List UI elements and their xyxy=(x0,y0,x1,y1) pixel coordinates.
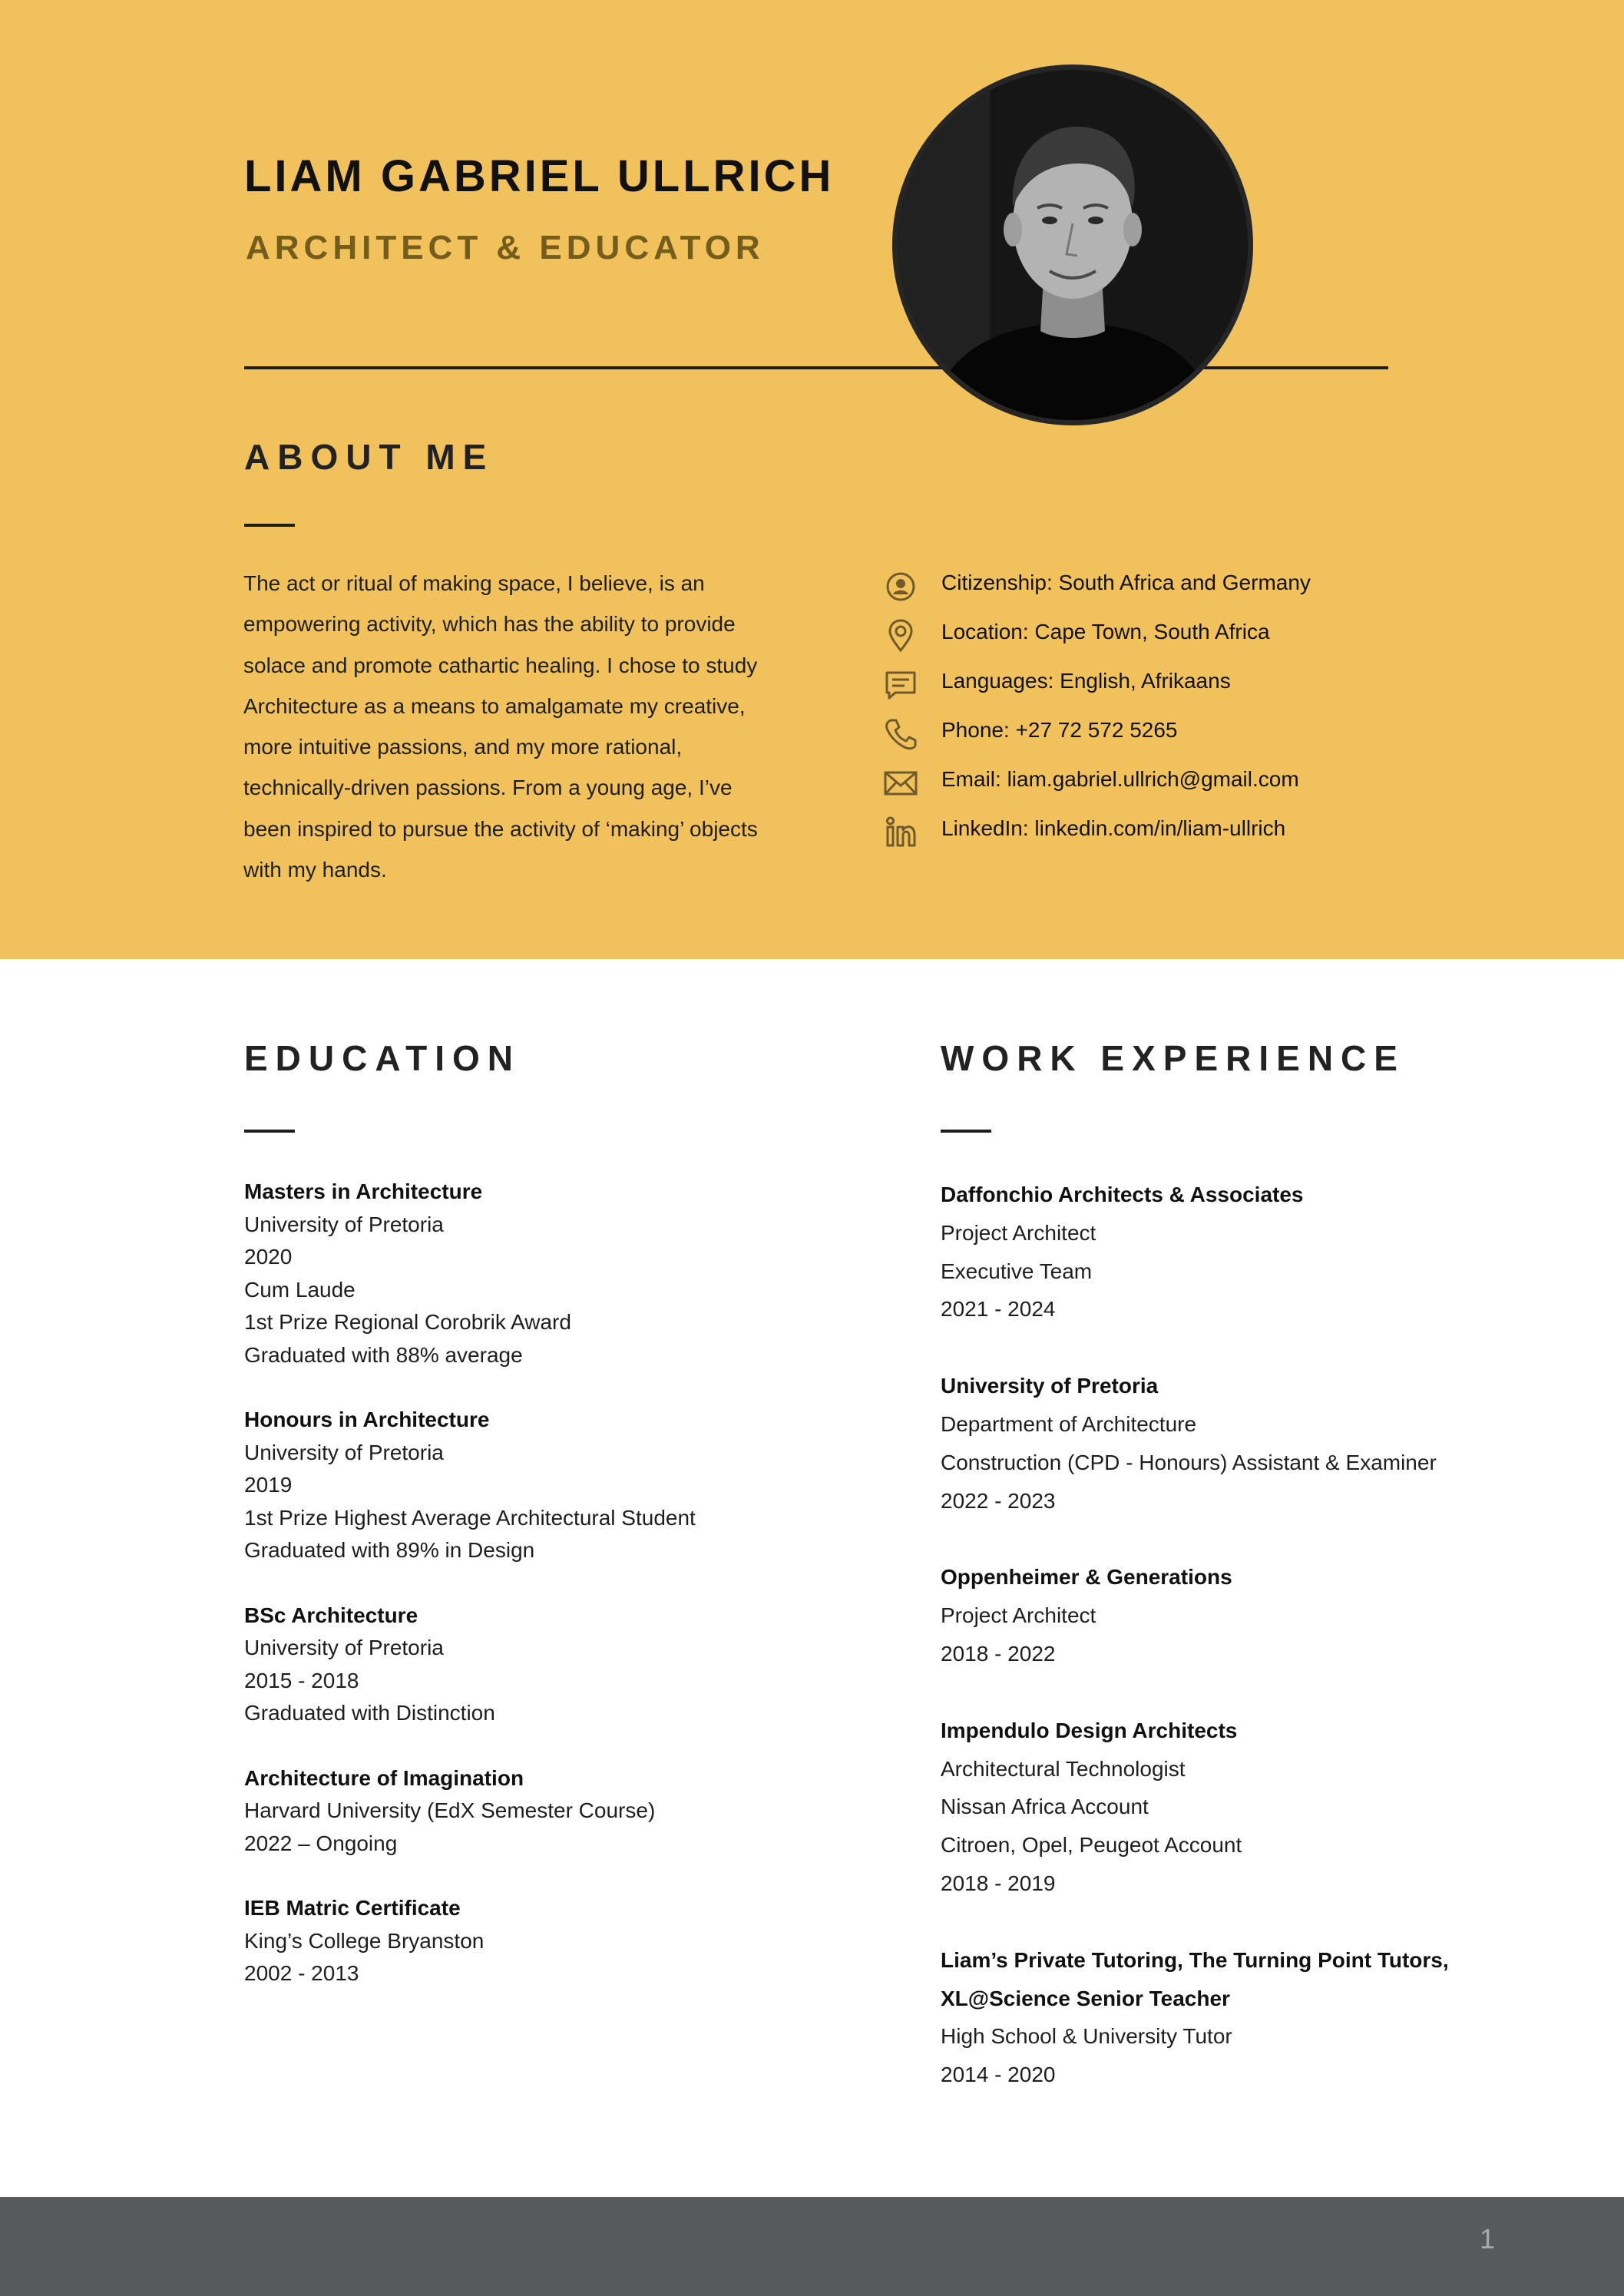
education-entry xyxy=(244,1762,696,1861)
education-detail: University of Pretoria xyxy=(244,1636,444,1659)
work-heading-accent xyxy=(941,1130,991,1133)
education-entry xyxy=(244,1892,696,1990)
work-heading: WORK EXPERIENCE xyxy=(941,1038,1405,1078)
profile-photo xyxy=(892,65,1253,425)
about-heading: ABOUT ME xyxy=(244,437,494,477)
education-detail: Cum Laude xyxy=(244,1277,356,1302)
work-company: XL@Science Senior Teacher xyxy=(941,1986,1230,2010)
education-detail: 2015 - 2018 xyxy=(244,1668,359,1692)
education-detail: King’s College Bryanston xyxy=(244,1928,485,1953)
person-name: LIAM GABRIEL ULLRICH xyxy=(244,151,835,201)
work-detail: 2018 - 2022 xyxy=(941,1641,1056,1666)
work-detail: 2021 - 2024 xyxy=(941,1297,1056,1322)
work-detail: Project Architect xyxy=(941,1603,1096,1628)
speech-bubble-icon xyxy=(883,667,918,703)
education-detail: Harvard University (EdX Semester Course) xyxy=(244,1798,656,1822)
work-entry xyxy=(941,1176,1449,1328)
work-company: University of Pretoria xyxy=(941,1374,1159,1398)
education-detail: Graduated with 88% average xyxy=(244,1342,523,1367)
work-entry xyxy=(941,1558,1449,1672)
work-company: Impendulo Design Architects xyxy=(941,1718,1238,1742)
contact-linkedin-text: LinkedIn: linkedin.com/in/liam-ullrich xyxy=(941,816,1286,840)
education-heading-accent xyxy=(244,1130,295,1133)
work-company: Liam’s Private Tutoring, The Turning Point Tutors, xyxy=(941,1947,1449,1972)
work-detail: Architectural Technologist xyxy=(941,1756,1186,1781)
work-detail: Citroen, Opel, Peugeot Account xyxy=(941,1833,1242,1858)
work-detail: Nissan Africa Account xyxy=(941,1795,1149,1819)
work-entry xyxy=(941,1941,1449,2094)
contact-location-text: Location: Cape Town, South Africa xyxy=(941,620,1270,643)
work-detail: Executive Team xyxy=(941,1259,1093,1283)
envelope-icon xyxy=(883,766,918,801)
about-paragraph: The act or ritual of making space, I believe, is an empowering activity, which has the ability to provide solace and promote cathartic healing. I chose to study Architecture as a means to amalgamate my creative, more intuitive passions, and my more rational, technically-driven passions. From a young age, I’ve been inspired to pursue the activity of ‘making’ objects with my hands. xyxy=(243,571,758,882)
about-heading-accent xyxy=(244,524,295,527)
contact-phone-text: Phone: +27 72 572 5265 xyxy=(941,718,1178,742)
education-entry xyxy=(244,1404,696,1567)
phone-icon xyxy=(883,716,918,752)
education-detail: 2022 – Ongoing xyxy=(244,1831,398,1855)
education-detail: 1st Prize Highest Average Architectural Student xyxy=(244,1505,696,1530)
job-title: ARCHITECT & EDUCATOR xyxy=(246,229,765,266)
contact-citizenship-text: Citizenship: South Africa and Germany xyxy=(941,571,1311,594)
contact-languages-text: Languages: English, Afrikaans xyxy=(941,669,1231,693)
footer-bar xyxy=(0,2197,1624,2296)
education-degree: Honours in Architecture xyxy=(244,1408,490,1431)
work-company: Oppenheimer & Generations xyxy=(941,1565,1232,1590)
education-degree: IEB Matric Certificate xyxy=(244,1896,461,1920)
page-number: 1 xyxy=(1479,2223,1495,2255)
work-entry xyxy=(941,1367,1449,1520)
education-detail: University of Pretoria xyxy=(244,1440,444,1464)
work-detail: Department of Architecture xyxy=(941,1411,1197,1436)
education-degree: Architecture of Imagination xyxy=(244,1765,524,1790)
linkedin-icon xyxy=(883,815,918,850)
education-degree: Masters in Architecture xyxy=(244,1179,483,1203)
header-section xyxy=(0,0,1624,959)
education-entry xyxy=(244,1176,696,1371)
education-detail: 1st Prize Regional Corobrik Award xyxy=(244,1310,571,1334)
work-entry xyxy=(941,1712,1449,1903)
work-detail: Project Architect xyxy=(941,1220,1096,1245)
work-detail: High School & University Tutor xyxy=(941,2024,1232,2049)
location-pin-icon xyxy=(883,618,918,653)
education-detail: University of Pretoria xyxy=(244,1212,444,1236)
education-list xyxy=(244,1176,696,2023)
work-list xyxy=(941,1176,1449,2132)
work-detail: 2014 - 2020 xyxy=(941,2063,1056,2087)
education-detail: Graduated with 89% in Design xyxy=(244,1538,535,1562)
citizenship-icon xyxy=(883,569,918,604)
education-heading: EDUCATION xyxy=(244,1038,521,1078)
education-detail: Graduated with Distinction xyxy=(244,1701,495,1725)
education-entry xyxy=(244,1600,696,1730)
education-detail: 2002 - 2013 xyxy=(244,1961,359,1985)
education-detail: 2019 xyxy=(244,1473,293,1497)
contact-email-text: Email: liam.gabriel.ullrich@gmail.com xyxy=(941,767,1299,791)
work-company: Daffonchio Architects & Associates xyxy=(941,1183,1304,1206)
work-detail: 2018 - 2019 xyxy=(941,1871,1056,1895)
work-detail: Construction (CPD - Honours) Assistant & Examiner xyxy=(941,1450,1437,1474)
education-detail: 2020 xyxy=(244,1245,293,1269)
education-degree: BSc Architecture xyxy=(244,1603,418,1627)
work-detail: 2022 - 2023 xyxy=(941,1488,1056,1513)
